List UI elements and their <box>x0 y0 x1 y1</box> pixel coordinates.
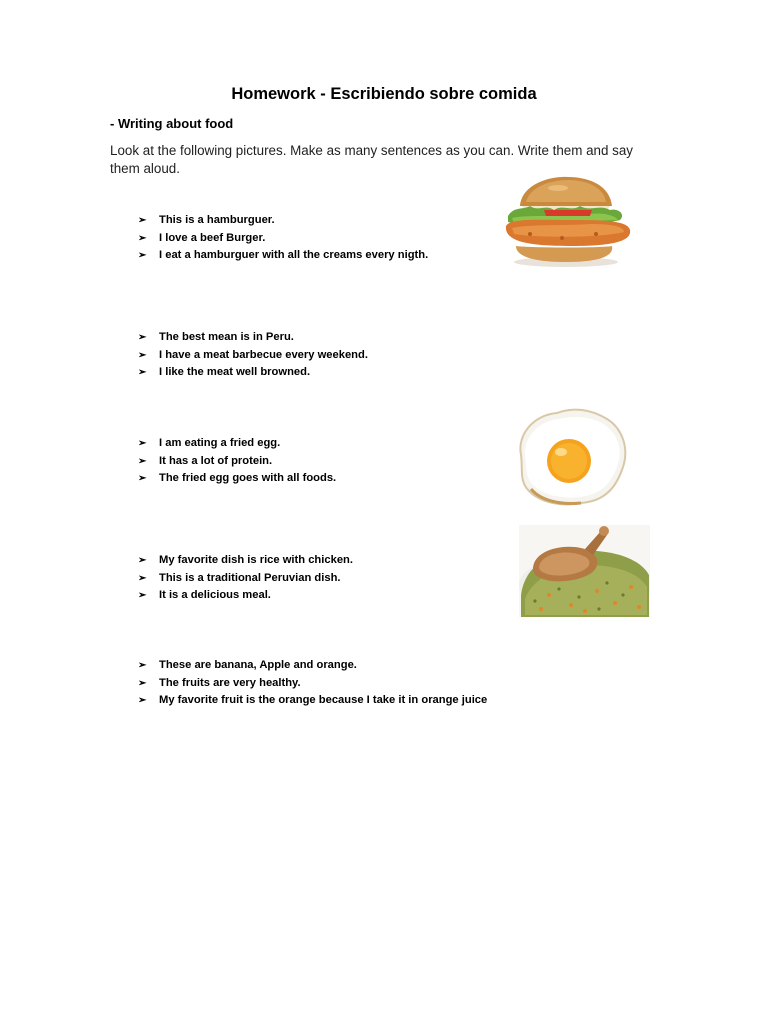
list-item <box>138 230 428 248</box>
sentence-text: I have a meat barbecue every weekend. <box>159 348 368 361</box>
sentence-text: This is a hamburguer. <box>159 214 275 226</box>
sentence-text: I like the meat well browned. <box>159 366 311 379</box>
document-title: Homework - Escribiendo sobre comida <box>231 85 537 103</box>
sentence-text: I am eating a fried egg. <box>159 437 281 449</box>
instructions-text: Look at the following pictures. Make as many sentences as you can. Write them and say them aloud. <box>110 143 633 176</box>
list-item <box>138 329 368 347</box>
arrowhead-bullet-icon: ➢ <box>138 555 147 566</box>
list-item <box>138 212 428 230</box>
list-item <box>138 692 487 710</box>
arrowhead-bullet-icon: ➢ <box>138 590 147 602</box>
sentence-text: I eat a hamburguer with all the creams every nigth. <box>159 249 429 262</box>
sentence-text: I love a beef Burger. <box>159 231 266 244</box>
list-item <box>138 347 368 365</box>
sentence-text: This is a traditional Peruvian dish. <box>159 571 341 584</box>
arrowhead-bullet-icon: ➢ <box>138 660 147 671</box>
sentence-text: These are banana, Apple and orange. <box>159 659 357 671</box>
sentence-list-egg <box>138 435 336 488</box>
sentence-list-fruits <box>138 657 487 710</box>
sentence-list-meat <box>138 329 368 382</box>
sentence-text: The best mean is in Peru. <box>159 331 294 343</box>
arrowhead-bullet-icon: ➢ <box>138 367 147 379</box>
document-subtitle: - Writing about food <box>110 116 234 131</box>
arrowhead-bullet-icon: ➢ <box>138 215 147 226</box>
sentence-text: The fried egg goes with all foods. <box>159 472 337 485</box>
rice-with-chicken-image <box>519 525 650 617</box>
arrowhead-bullet-icon: ➢ <box>138 677 147 689</box>
list-item <box>138 453 336 471</box>
sentence-text: The fruits are very healthy. <box>159 676 301 689</box>
list-item <box>138 587 353 605</box>
sentence-text: It is a delicious meal. <box>159 589 271 602</box>
arrowhead-bullet-icon: ➢ <box>138 250 147 262</box>
sentence-text: It has a lot of protein. <box>159 454 273 467</box>
arrowhead-bullet-icon: ➢ <box>138 332 147 343</box>
sentence-text: My favorite dish is rice with chicken. <box>159 554 353 566</box>
sentence-list-hamburger <box>138 212 428 265</box>
list-item <box>138 470 336 488</box>
hamburger-image <box>500 176 635 268</box>
arrowhead-bullet-icon: ➢ <box>138 473 147 485</box>
arrowhead-bullet-icon: ➢ <box>138 232 147 244</box>
list-item <box>138 435 336 453</box>
list-item <box>138 657 487 675</box>
sentence-list-rice <box>138 552 353 605</box>
sentence-text: My favorite fruit is the orange because I take it in orange juice <box>159 694 488 707</box>
arrowhead-bullet-icon: ➢ <box>138 349 147 361</box>
list-item <box>138 364 368 382</box>
list-item <box>138 552 353 570</box>
list-item <box>138 570 353 588</box>
list-item <box>138 247 428 265</box>
arrowhead-bullet-icon: ➢ <box>138 572 147 584</box>
list-item <box>138 675 487 693</box>
arrowhead-bullet-icon: ➢ <box>138 438 147 449</box>
fried-egg-image <box>511 405 631 509</box>
arrowhead-bullet-icon: ➢ <box>138 695 147 707</box>
arrowhead-bullet-icon: ➢ <box>138 455 147 467</box>
